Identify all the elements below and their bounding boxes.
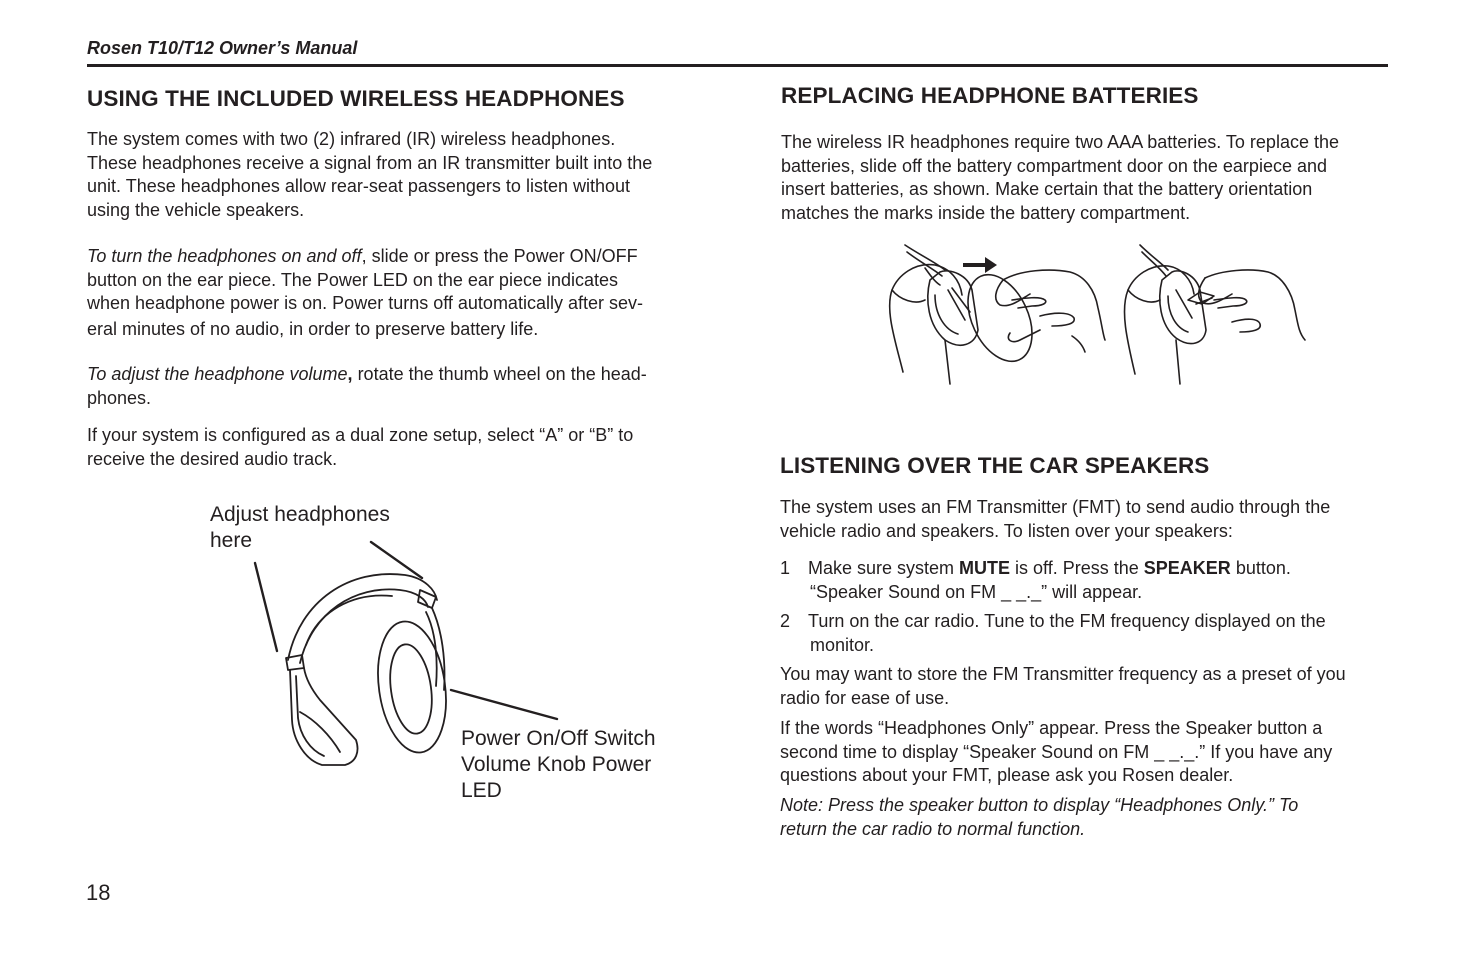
text-line: matches the marks inside the battery compartment. xyxy=(781,202,1191,223)
mute-keyword: MUTE xyxy=(959,558,1011,578)
text-line: If your system is configured as a dual zone setup, select “A” or “B” to xyxy=(87,425,634,445)
list-continuation: “Speaker Sound on FM _ _._” will appear. xyxy=(810,581,1143,602)
text-line: questions about your FMT, please ask you Rosen dealer. xyxy=(780,765,1234,785)
text-line: The system uses an FM Transmitter (FMT) to send audio through the xyxy=(780,497,1331,517)
list-item xyxy=(780,557,1380,604)
section-heading-car-speakers: LISTENING OVER THE CAR SPEAKERS xyxy=(780,453,1210,478)
page-number: 18 xyxy=(86,880,111,905)
list-number: 2 xyxy=(780,611,791,631)
callout-line: here xyxy=(210,529,253,552)
text-line: vehicle radio and speakers. To listen over your speakers: xyxy=(780,520,1233,541)
text-line: button on the ear piece. The Power LED on the ear piece indicates xyxy=(87,269,619,290)
callout-line: LED xyxy=(461,779,502,802)
text-line: when headphone power is on. Power turns off automatically after sev- xyxy=(87,293,643,313)
text-line: batteries, slide off the battery compartment door on the earpiece and xyxy=(781,155,1327,176)
text-line: These headphones receive a signal from an IR transmitter built into the xyxy=(87,152,653,173)
power-lead: To turn the headphones on and off xyxy=(87,246,362,266)
text-line: The wireless IR headphones require two AAA batteries. To replace the xyxy=(781,132,1339,152)
list-item xyxy=(780,610,1380,657)
text-line: phones. xyxy=(87,387,152,408)
section-heading-wireless-headphones: USING THE INCLUDED WIRELESS HEADPHONES xyxy=(87,86,625,111)
text-line: rotate the thumb wheel on the head- xyxy=(352,364,647,384)
section-heading-replacing-batteries: REPLACING HEADPHONE BATTERIES xyxy=(781,83,1199,108)
text-line: return the car radio to normal function. xyxy=(780,818,1086,839)
text-line: Note: Press the speaker button to display “Headphones Only.” To xyxy=(780,795,1299,815)
text-line: unit. These headphones allow rear-seat passengers to listen without xyxy=(87,176,630,196)
text-line: The system comes with two (2) infrared (IR) wireless headphones. xyxy=(87,129,616,149)
callout-line: Volume Knob Power xyxy=(461,753,652,776)
volume-comma: , xyxy=(347,364,353,384)
volume-lead: To adjust the headphone volume xyxy=(87,364,348,384)
text-line: receive the desired audio track. xyxy=(87,448,338,469)
headphones-only-paragraph xyxy=(780,717,1332,788)
text-line: second time to display “Speaker Sound on FM _ _._.” If you have any xyxy=(780,741,1333,762)
speaker-keyword: SPEAKER xyxy=(1143,558,1231,578)
list-text xyxy=(808,557,1291,581)
note-paragraph xyxy=(780,794,1298,841)
text-run: button. xyxy=(1230,558,1291,578)
text-run: is off. Press the xyxy=(1010,558,1144,578)
text-line: radio for ease of use. xyxy=(780,687,950,708)
preset-paragraph xyxy=(780,663,1346,710)
text-line: eral minutes of no audio, in order to preserve battery life. xyxy=(87,318,539,339)
text-line: insert batteries, as shown. Make certain that the battery orientation xyxy=(781,179,1313,199)
text-line: If the words “Headphones Only” appear. Press the Speaker button a xyxy=(780,718,1323,738)
callout-line: Power On/Off Switch xyxy=(461,727,656,750)
list-text: Turn on the car radio. Tune to the FM frequency displayed on the xyxy=(808,611,1326,631)
text-line: , slide or press the Power ON/OFF xyxy=(361,246,638,266)
text-line: You may want to store the FM Transmitter frequency as a preset of you xyxy=(780,664,1346,684)
text-line: using the vehicle speakers. xyxy=(87,199,305,220)
list-continuation: monitor. xyxy=(810,634,875,655)
text-run: Make sure system xyxy=(808,558,960,578)
list-number: 1 xyxy=(780,558,791,578)
callout-line: Adjust headphones xyxy=(210,503,390,526)
running-header: Rosen T10/T12 Owner’s Manual xyxy=(87,38,358,58)
speakers-paragraph xyxy=(780,496,1330,543)
